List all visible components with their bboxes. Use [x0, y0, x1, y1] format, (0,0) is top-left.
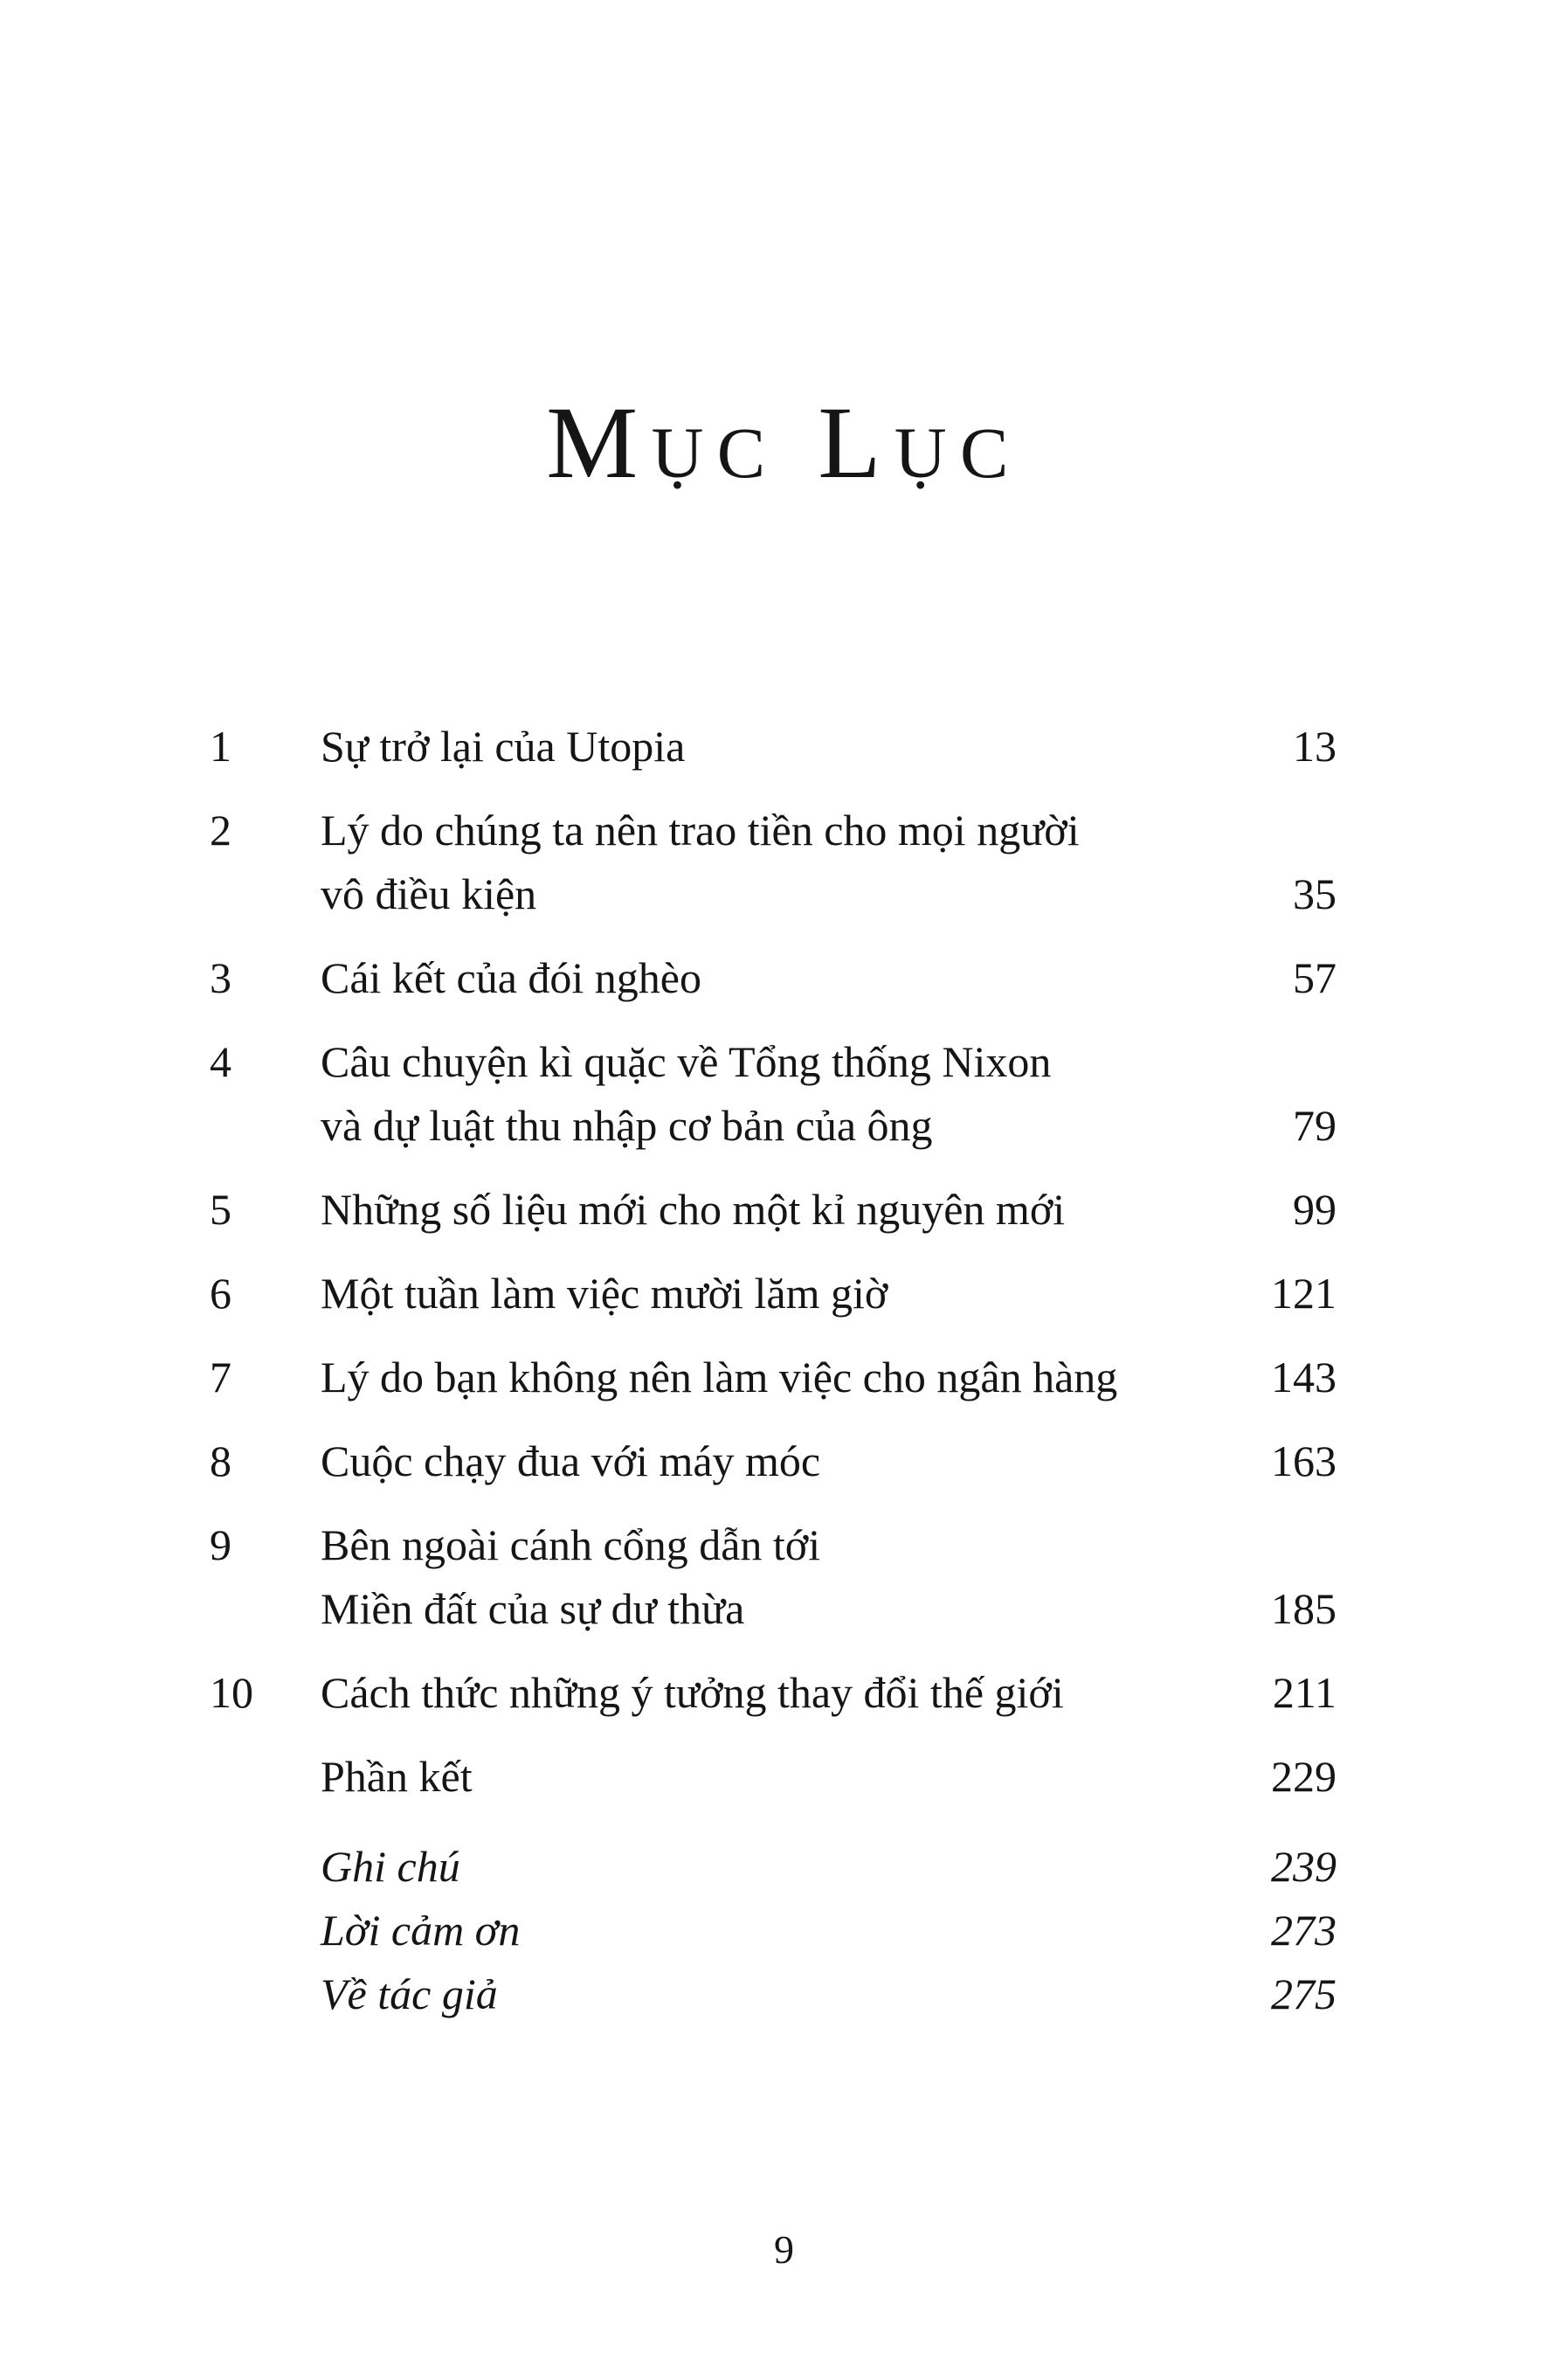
chapter-title-line: Phần kết [321, 1752, 473, 1801]
chapter-title-line: Cách thức những ý tưởng thay đổi thế giới [321, 1668, 1064, 1717]
chapter-number: 7 [210, 1353, 231, 1402]
chapter-title-line: Sự trở lại của Utopia [321, 722, 686, 771]
chapter-number: 9 [210, 1520, 231, 1569]
toc-entry [210, 1835, 1337, 1899]
chapter-title [321, 1899, 1223, 1962]
chapter-page-number: 211 [1272, 1668, 1337, 1717]
toc-entry [210, 1030, 1337, 1158]
chapter-title [321, 1030, 1223, 1158]
chapter-number: 4 [210, 1037, 231, 1086]
chapter-page-number: 99 [1293, 1185, 1337, 1234]
chapter-title-line: Lời cảm ơn [321, 1906, 521, 1955]
chapter-page-number: 57 [1293, 953, 1337, 1002]
chapter-title [321, 799, 1223, 926]
chapter-title-line: Lý do chúng ta nên trao tiền cho mọi người [321, 806, 1080, 855]
chapter-page-number: 239 [1271, 1842, 1337, 1891]
chapter-title-line: Những số liệu mới cho một kỉ nguyên mới [321, 1185, 1066, 1234]
chapter-title [321, 715, 1223, 779]
chapter-title-line: vô điều kiện [321, 869, 537, 918]
chapter-title [321, 946, 1223, 1010]
chapter-page-number: 143 [1271, 1353, 1337, 1402]
toc-entry [210, 715, 1337, 779]
chapter-title-line: Câu chuyện kì quặc về Tổng thống Nixon [321, 1037, 1052, 1086]
chapter-title [321, 1262, 1223, 1325]
chapter-page-number: 35 [1293, 869, 1337, 918]
toc-entry [210, 1262, 1337, 1325]
chapter-title [321, 1661, 1223, 1725]
chapter-page-number: 13 [1293, 722, 1337, 771]
chapter-title-line: Một tuần làm việc mười lăm giờ [321, 1269, 888, 1318]
chapter-title-line: và dự luật thu nhập cơ bản của ông [321, 1101, 933, 1150]
chapter-number: 8 [210, 1436, 231, 1485]
toc-entry [210, 799, 1337, 926]
chapter-title [321, 1835, 1223, 1899]
chapter-page-number: 185 [1271, 1584, 1337, 1633]
chapter-number: 1 [210, 722, 231, 771]
chapter-page-number: 163 [1271, 1436, 1337, 1485]
chapter-title-line: Miền đất của sự dư thừa [321, 1584, 745, 1633]
chapter-title-line: Lý do bạn không nên làm việc cho ngân hàng [321, 1353, 1118, 1402]
chapter-page-number: 273 [1271, 1906, 1337, 1955]
chapter-title [321, 1962, 1223, 2026]
toc-entry [210, 1178, 1337, 1242]
chapter-number: 2 [210, 806, 231, 855]
chapter-title [321, 1745, 1223, 1809]
chapter-number: 6 [210, 1269, 231, 1318]
page-title: Mục Lục [546, 385, 1022, 500]
chapter-title-line: Cái kết của đói nghèo [321, 953, 701, 1002]
chapter-number: 3 [210, 953, 231, 1002]
toc-entry [210, 1513, 1337, 1641]
chapter-page-number: 79 [1293, 1101, 1337, 1150]
backmatter-list [210, 1835, 1337, 2026]
chapter-number: 10 [210, 1668, 253, 1717]
chapter-title-line: Cuộc chạy đua với máy móc [321, 1436, 821, 1485]
chapter-title [321, 1513, 1223, 1641]
chapter-title [321, 1346, 1223, 1409]
folio-page-number: 9 [774, 2227, 794, 2272]
chapter-title [321, 1429, 1223, 1493]
chapter-list [210, 715, 1337, 1809]
toc-entry [210, 1962, 1337, 2026]
toc-entry [210, 1346, 1337, 1409]
table-of-contents [210, 715, 1337, 2026]
chapter-page-number: 275 [1271, 1969, 1337, 2018]
chapter-number: 5 [210, 1185, 231, 1234]
chapter-page-number: 121 [1271, 1269, 1337, 1318]
chapter-title [321, 1178, 1223, 1242]
chapter-title-line: Bên ngoài cánh cổng dẫn tới [321, 1520, 821, 1569]
toc-entry [210, 946, 1337, 1010]
toc-entry [210, 1661, 1337, 1725]
chapter-title-line: Về tác giả [321, 1969, 498, 2018]
toc-entry [210, 1429, 1337, 1493]
toc-entry [210, 1899, 1337, 1962]
chapter-title-line: Ghi chú [321, 1842, 460, 1891]
chapter-page-number: 229 [1271, 1752, 1337, 1801]
toc-entry [210, 1745, 1337, 1809]
